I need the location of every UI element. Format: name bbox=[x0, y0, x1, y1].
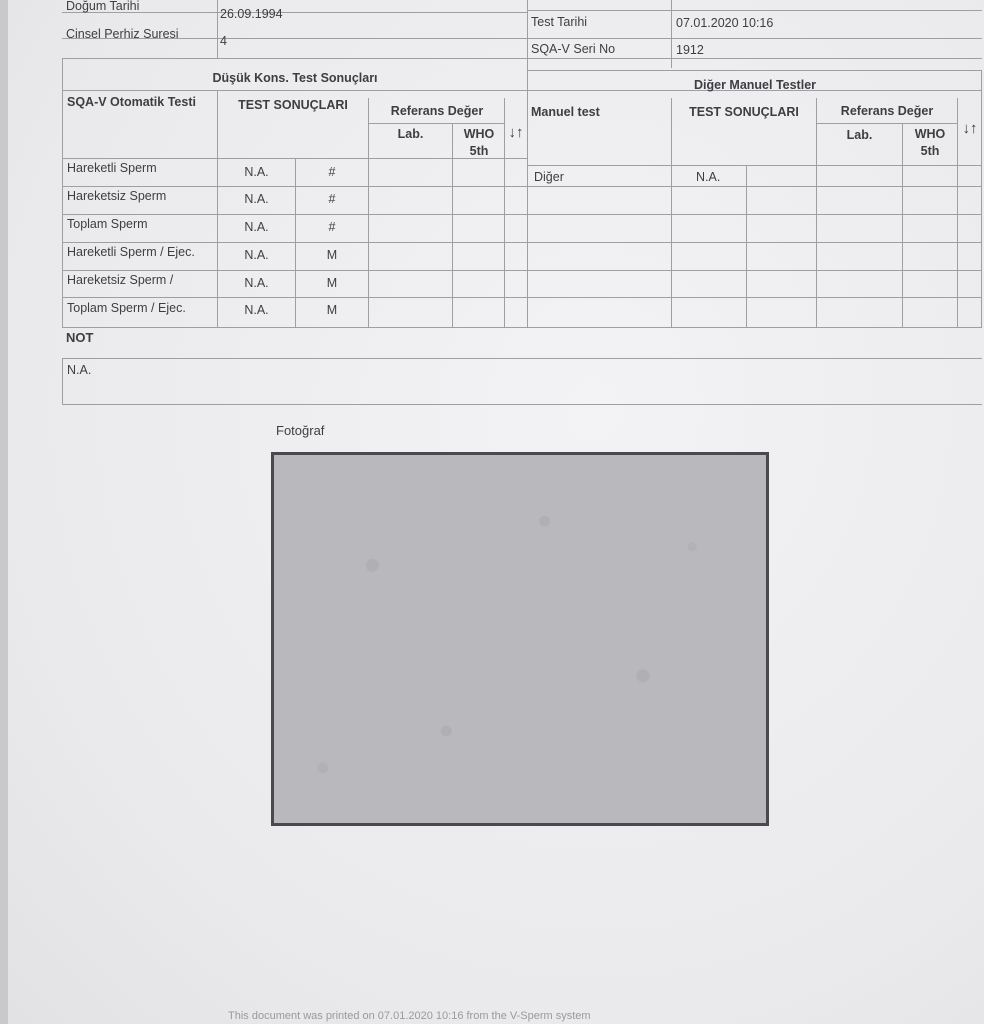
rule bbox=[369, 123, 505, 124]
abstinence-label: Cinsel Perhiz Suresi bbox=[66, 27, 179, 41]
col-header-manual-results: TEST SONUÇLARI bbox=[689, 105, 799, 119]
serial-number-label: SQA-V Seri No bbox=[531, 42, 616, 56]
rule bbox=[528, 10, 982, 11]
col-header-results: TEST SONUÇLARI bbox=[238, 98, 348, 112]
col-header-manual-test: Manuel test bbox=[531, 105, 600, 119]
row-unit: M bbox=[326, 303, 338, 317]
row-value: N.A. bbox=[244, 303, 269, 317]
row-value: N.A. bbox=[244, 165, 269, 179]
row-name: Hareketsiz Sperm / bbox=[67, 273, 174, 287]
low-conc-title: Düşük Kons. Test Sonuçları bbox=[212, 71, 378, 85]
col-header-manual-lab: Lab. bbox=[846, 128, 873, 142]
photo-label: Fotoğraf bbox=[276, 423, 325, 438]
note-label: NOT bbox=[66, 330, 94, 345]
row-unit: M bbox=[326, 276, 338, 290]
rule bbox=[62, 214, 982, 215]
rule bbox=[62, 186, 982, 187]
rule bbox=[62, 242, 982, 243]
manual-tests-title: Diğer Manuel Testler bbox=[693, 78, 817, 92]
rule bbox=[528, 70, 982, 71]
row-value: N.A. bbox=[244, 192, 269, 206]
col-header-reference: Referans Değer bbox=[390, 104, 484, 118]
rule bbox=[62, 404, 982, 405]
rule bbox=[62, 358, 63, 404]
rule bbox=[817, 123, 958, 124]
col-header-lab: Lab. bbox=[397, 127, 424, 141]
row-name: Hareketli Sperm bbox=[67, 161, 157, 175]
rule bbox=[746, 165, 747, 328]
rule bbox=[527, 68, 528, 328]
col-header-test: SQA-V Otomatik Testi bbox=[67, 95, 196, 109]
birth-date-value: 26.09.1994 bbox=[220, 7, 283, 21]
rule bbox=[62, 58, 528, 59]
row-name: Diğer bbox=[534, 170, 564, 184]
rule bbox=[62, 270, 982, 271]
row-name: Toplam Sperm bbox=[67, 217, 148, 231]
sort-arrows-icon: ↓↑ bbox=[962, 120, 978, 137]
row-unit: M bbox=[326, 248, 338, 262]
row-value: N.A. bbox=[244, 276, 269, 290]
rule bbox=[62, 358, 982, 359]
row-value: N.A. bbox=[244, 220, 269, 234]
row-name: Hareketsiz Sperm bbox=[67, 189, 167, 203]
row-value: N.A. bbox=[696, 170, 721, 184]
rule bbox=[62, 58, 63, 328]
rule bbox=[62, 38, 982, 39]
rule bbox=[62, 327, 982, 328]
test-date-value: 07.01.2020 10:16 bbox=[676, 16, 774, 30]
col-header-manual-who-edition: 5th bbox=[920, 144, 940, 158]
rule bbox=[671, 98, 672, 328]
col-header-who-edition: 5th bbox=[469, 144, 489, 158]
rule bbox=[981, 70, 982, 328]
abstinence-value: 4 bbox=[220, 34, 227, 48]
rule bbox=[671, 0, 672, 68]
rule bbox=[217, 90, 218, 328]
row-unit: # bbox=[328, 165, 336, 179]
rule bbox=[217, 0, 218, 58]
birth-date-label: Doğum Tarihi bbox=[66, 0, 140, 13]
serial-number-value: 1912 bbox=[676, 43, 704, 57]
row-value: N.A. bbox=[244, 248, 269, 262]
col-header-manual-reference: Referans Değer bbox=[840, 104, 934, 118]
col-header-who: WHO bbox=[463, 127, 495, 141]
sort-arrows-icon: ↓↑ bbox=[508, 124, 524, 141]
rule bbox=[62, 297, 982, 298]
print-footer: This document was printed on 07.01.2020 10:16 from the V-Sperm system bbox=[228, 1010, 591, 1022]
row-name: Toplam Sperm / Ejec. bbox=[67, 301, 186, 315]
note-value: N.A. bbox=[67, 363, 92, 377]
test-date-label: Test Tarihi bbox=[531, 15, 588, 29]
row-name: Hareketli Sperm / Ejec. bbox=[67, 245, 195, 259]
col-header-manual-who: WHO bbox=[914, 127, 946, 141]
rule bbox=[528, 165, 982, 166]
row-unit: # bbox=[328, 192, 336, 206]
microscope-photo bbox=[271, 452, 769, 826]
row-unit: # bbox=[328, 220, 336, 234]
